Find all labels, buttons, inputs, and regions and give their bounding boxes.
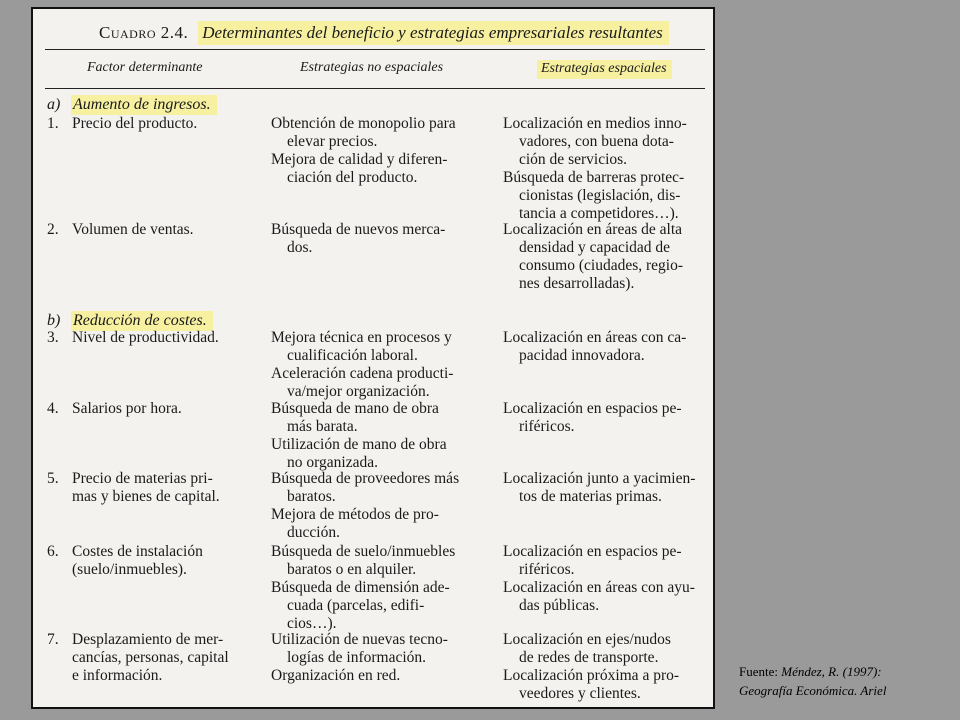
row-7-factor-line: cancías, personas, capital (72, 649, 229, 666)
row-3-ne-line: cualificación laboral. (287, 347, 418, 364)
row-2-e-line: densidad y capacidad de (519, 239, 671, 256)
row-6-ne-line: cios…). (287, 615, 337, 632)
row-6-factor-line: Costes de instalación (72, 543, 203, 560)
row-2-number: 2. (47, 221, 59, 238)
row-6-ne-line: Búsqueda de suelo/inmuebles (271, 543, 456, 560)
row-1-e-line: Búsqueda de barreras protec- (503, 169, 685, 186)
table-row-7-espaciales (503, 631, 679, 703)
row-4-ne-line: Búsqueda de mano de obra (271, 400, 439, 417)
table-title-text: Determinantes del beneficio y estrategias empresariales resultantes (198, 21, 669, 45)
table-row-5-espaciales (503, 470, 695, 506)
section-b-letter: b) (47, 312, 61, 329)
table-row-4-espaciales (503, 400, 682, 436)
table-row-3-factor (47, 329, 219, 347)
section-a-label: Aumento de ingresos. (71, 95, 217, 115)
row-2-ne-line: dos. (287, 239, 313, 256)
row-3-factor-line: Nivel de productividad. (72, 329, 219, 346)
row-2-factor-line: Volumen de ventas. (72, 221, 194, 238)
row-1-e-line: cionistas (legislación, dis- (519, 187, 681, 204)
row-6-ne-line: cuada (parcelas, edifi- (287, 597, 425, 614)
top-rule (45, 49, 705, 50)
row-5-number: 5. (47, 470, 59, 487)
row-5-ne-line: baratos. (287, 488, 336, 505)
row-3-ne-line: Mejora técnica en procesos y (271, 329, 452, 346)
row-6-number: 6. (47, 543, 59, 560)
row-5-e-line: Localización junto a yacimien- (503, 470, 696, 487)
row-4-factor-line: Salarios por hora. (72, 400, 182, 417)
row-1-e-line: vadores, con buena dota- (519, 133, 674, 150)
table-row-1-espaciales (503, 115, 687, 223)
header-no-espaciales: Estrategias no espaciales (300, 60, 444, 75)
row-4-ne-line: más barata. (287, 418, 358, 435)
row-1-ne-line: Obtención de monopolio para (271, 115, 456, 132)
row-4-ne-line: no organizada. (287, 454, 378, 471)
row-7-ne-line: logías de información. (287, 649, 427, 666)
row-6-e-line: das públicas. (519, 597, 600, 614)
row-4-number: 4. (47, 400, 59, 417)
row-7-factor-line: Desplazamiento de mer- (72, 631, 224, 648)
row-7-e-line: Localización en ejes/nudos (503, 631, 671, 648)
header-rule (45, 88, 705, 89)
table-row-6-factor (47, 543, 203, 579)
row-3-ne-line: va/mejor organización. (287, 383, 430, 400)
section-a-letter: a) (47, 96, 61, 113)
section-b-heading (47, 312, 213, 330)
table-row-7-factor (47, 631, 229, 685)
row-4-e-line: riféricos. (519, 418, 575, 435)
row-5-ne-line: ducción. (287, 524, 340, 541)
table-row-2-espaciales (503, 221, 683, 293)
row-7-factor-line: e información. (72, 667, 163, 684)
table-page (31, 7, 715, 709)
table-row-5-factor (47, 470, 220, 506)
row-7-number: 7. (47, 631, 59, 648)
row-1-e-line: Localización en medios inno- (503, 115, 687, 132)
table-row-2-no-espaciales (271, 221, 445, 257)
row-1-e-line: ción de servicios. (519, 151, 628, 168)
section-b-label: Reducción de costes. (71, 311, 213, 331)
row-5-factor-line: Precio de materias pri- (72, 470, 213, 487)
row-5-e-line: tos de materias primas. (519, 488, 662, 505)
table-row-6-no-espaciales (271, 543, 455, 633)
row-1-ne-line: Mejora de calidad y diferen- (271, 151, 448, 168)
table-row-1-factor (47, 115, 197, 133)
table-row-4-factor (47, 400, 182, 418)
header-factor: Factor determinante (87, 60, 203, 75)
row-3-number: 3. (47, 329, 59, 346)
table-row-7-no-espaciales (271, 631, 448, 685)
row-6-e-line: riféricos. (519, 561, 575, 578)
section-a-heading (47, 96, 217, 114)
row-6-factor-line: (suelo/inmuebles). (72, 561, 187, 578)
row-3-ne-line: Aceleración cadena producti- (271, 365, 454, 382)
row-1-e-line: tancia a competidores…). (519, 205, 679, 222)
table-row-1-no-espaciales (271, 115, 456, 187)
table-row-6-espaciales (503, 543, 695, 615)
row-4-e-line: Localización en espacios pe- (503, 400, 682, 417)
source-citation: Méndez, R. (1997): (781, 664, 882, 679)
row-4-ne-line: Utilización de mano de obra (271, 436, 447, 453)
row-7-ne-line: Utilización de nuevas tecno- (271, 631, 448, 648)
table-row-4-no-espaciales (271, 400, 447, 472)
row-7-ne-line: Organización en red. (271, 667, 401, 684)
row-6-e-line: Localización en áreas con ayu- (503, 579, 695, 596)
row-3-e-line: pacidad innovadora. (519, 347, 645, 364)
row-2-e-line: consumo (ciudades, regio- (519, 257, 683, 274)
source-prefix: Fuente: (739, 664, 778, 679)
header-espaciales: Estrategias espaciales (537, 60, 672, 79)
source-work: Geografía Económica. Ariel (739, 683, 887, 698)
row-2-ne-line: Búsqueda de nuevos merca- (271, 221, 446, 238)
row-3-e-line: Localización en áreas con ca- (503, 329, 687, 346)
row-5-ne-line: Mejora de métodos de pro- (271, 506, 439, 523)
table-row-5-no-espaciales (271, 470, 459, 542)
table-row-3-espaciales (503, 329, 686, 365)
row-2-e-line: Localización en áreas de alta (503, 221, 682, 238)
row-6-ne-line: baratos o en alquiler. (287, 561, 417, 578)
row-6-ne-line: Búsqueda de dimensión ade- (271, 579, 450, 596)
table-number: Cuadro 2.4. (99, 23, 189, 42)
row-1-number: 1. (47, 115, 59, 132)
row-7-e-line: de redes de transporte. (519, 649, 659, 666)
table-row-2-factor (47, 221, 194, 239)
row-5-factor-line: mas y bienes de capital. (72, 488, 220, 505)
table-title (99, 23, 669, 43)
table-row-3-no-espaciales (271, 329, 453, 401)
row-7-e-line: Localización próxima a pro- (503, 667, 680, 684)
row-1-ne-line: ciación del producto. (287, 169, 418, 186)
row-7-e-line: veedores y clientes. (519, 685, 641, 702)
row-6-e-line: Localización en espacios pe- (503, 543, 682, 560)
source-caption (739, 662, 886, 700)
row-1-factor-line: Precio del producto. (72, 115, 198, 132)
row-1-ne-line: elevar precios. (287, 133, 378, 150)
row-2-e-line: nes desarrolladas). (519, 275, 635, 292)
row-5-ne-line: Búsqueda de proveedores más (271, 470, 460, 487)
